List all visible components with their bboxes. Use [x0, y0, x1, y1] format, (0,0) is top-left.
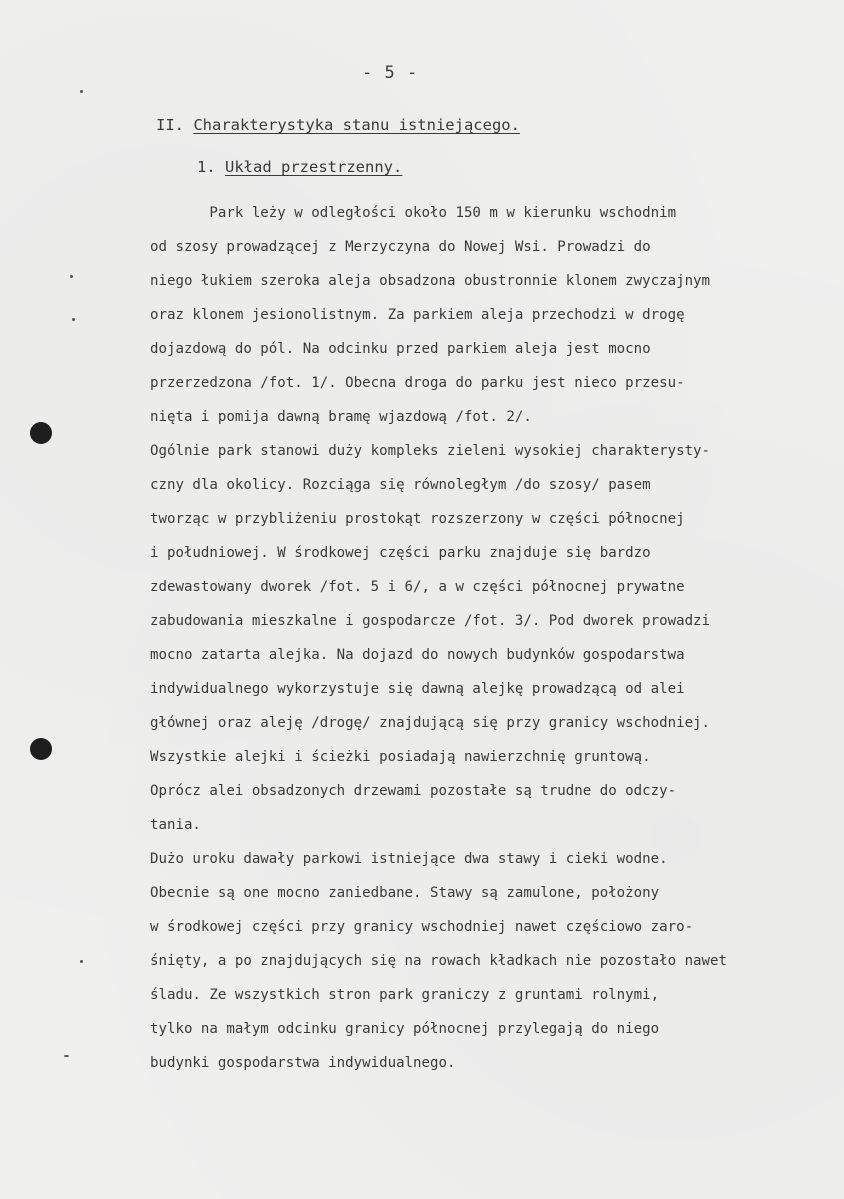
text-line: czny dla okolicy. Rozciąga się równoległym /do szosy/ pasem — [150, 477, 651, 493]
text-line: budynki gospodarstwa indywidualnego. — [150, 1055, 456, 1071]
text-line: Wszystkie alejki i ścieżki posiadają nawierzchnię gruntową. — [150, 749, 651, 765]
text-line: Oprócz alei obsadzonych drzewami pozostałe są trudne do odczy- — [150, 783, 677, 799]
text-line: oraz klonem jesionolistnym. Za parkiem aleja przechodzi w drogę — [150, 307, 685, 323]
subsection-number: 1. — [197, 158, 216, 176]
subsection-heading — [197, 158, 402, 176]
text-line: Obecnie są one mocno zaniedbane. Stawy są zamulone, położony — [150, 885, 660, 901]
text-line: przerzedzona /fot. 1/. Obecna droga do parku jest nieco przesu- — [150, 375, 685, 391]
text-line: zdewastowany dworek /fot. 5 i 6/, a w części północnej prywatne — [150, 579, 685, 595]
punch-hole — [30, 422, 52, 444]
text-line: Dużo uroku dawały parkowi istniejące dwa stawy i cieki wodne. — [150, 851, 668, 867]
text-line: głównej oraz aleję /drogę/ znajdującą się przy granicy wschodniej. — [150, 715, 711, 731]
paper-speck — [80, 90, 83, 93]
section-title: Charakterystyka stanu istniejącego. — [193, 116, 520, 134]
text-line: indywidualnego wykorzystuje się dawną alejkę prowadzącą od alei — [150, 681, 685, 697]
text-line: mocno zatarta alejka. Na dojazd do nowych budynków gospodarstwa — [150, 647, 685, 663]
body-text — [150, 196, 844, 1080]
text-line: dojazdową do pól. Na odcinku przed parkiem aleja jest mocno — [150, 341, 651, 357]
paper-speck — [64, 1055, 69, 1057]
text-line: nięta i pomija dawną bramę wjazdową /fot. 2/. — [150, 409, 532, 425]
text-line: śnięty, a po znajdujących się na rowach kładkach nie pozostało nawet — [150, 953, 727, 969]
paper-speck — [80, 960, 83, 963]
punch-hole — [30, 738, 52, 760]
section-heading — [156, 116, 520, 134]
text-line: śladu. Ze wszystkich stron park graniczy z gruntami rolnymi, — [150, 987, 660, 1003]
text-line: Ogólnie park stanowi duży kompleks zieleni wysokiej charakterysty- — [150, 443, 711, 459]
paper-speck — [72, 318, 75, 321]
paper-speck — [70, 275, 73, 278]
page-number: - 5 - — [362, 63, 419, 83]
text-line: tania. — [150, 817, 201, 833]
text-line: Park leży w odległości około 150 m w kierunku wschodnim — [150, 205, 677, 221]
text-line: niego łukiem szeroka aleja obsadzona obustronnie klonem zwyczajnym — [150, 273, 711, 289]
text-line: w środkowej części przy granicy wschodniej nawet częściowo zaro- — [150, 919, 694, 935]
text-line: tworząc w przybliżeniu prostokąt rozszerzony w części północnej — [150, 511, 685, 527]
subsection-title: Układ przestrzenny. — [225, 158, 403, 176]
text-line: od szosy prowadzącej z Merzyczyna do Nowej Wsi. Prowadzi do — [150, 239, 651, 255]
section-number: II. — [156, 116, 184, 134]
text-line: tylko na małym odcinku granicy północnej przylegają do niego — [150, 1021, 660, 1037]
text-line: zabudowania mieszkalne i gospodarcze /fot. 3/. Pod dworek prowadzi — [150, 613, 711, 629]
text-line: i południowej. W środkowej części parku znajduje się bardzo — [150, 545, 651, 561]
